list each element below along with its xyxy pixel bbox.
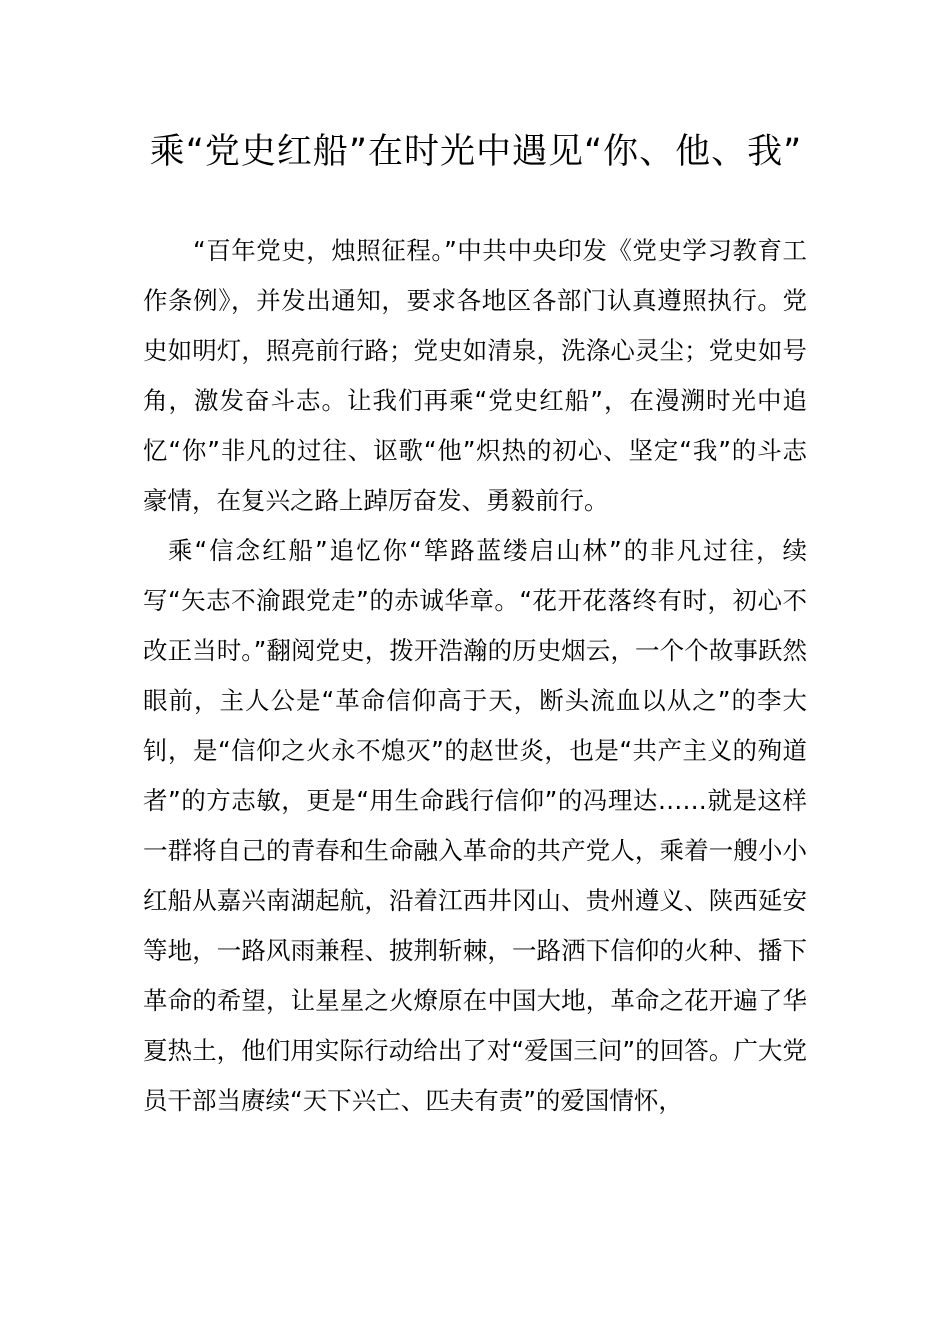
document-title: 乘“党史红船”在时光中遇见“你、他、我” bbox=[149, 132, 803, 172]
document-body bbox=[143, 226, 807, 1126]
paragraph-intro: “百年党史，烛照征程。”中共中央印发《党史学习教育工作条例》，并发出通知，要求各地区各部门认真遵照执行。党史如明灯，照亮前行路；党史如清泉，洗涤心灵尘；党史如号角，激发奋斗志。让我们再乘“党史红船”，在漫溯时光中追忆“你”非凡的过往、讴歌“他”炽热的初心、坚定“我”的斗志豪情，在复兴之路上踔厉奋发、勇毅前行。 bbox=[143, 236, 807, 515]
paragraph-belief-red-boat: 乘“信念红船”追忆你“筚路蓝缕启山林”的非凡过往，续写“矢志不渝跟党走”的赤诚华章。“花开花落终有时，初心不改正当时。”翻阅党史，拨开浩瀚的历史烟云，一个个故事跃然眼前，主人公是“革命信仰高于天，断头流血以从之”的李大钊，是“信仰之火永不熄灭”的赵世炎，也是“共产主义的殉道者”的方志敏，更是“用生命践行信仰”的冯理达……就是这样一群将自己的青春和生命融入革命的共产党人，乘着一艘小小红船从嘉兴南湖起航，沿着江西井冈山、贵州遵义、陕西延安等地，一路风雨兼程、披荆斩棘，一路洒下信仰的火种、播下革命的希望，让星星之火燎原在中国大地，革命之花开遍了华夏热土，他们用实际行动给出了对“爱国三问”的回答。广大党员干部当赓续“天下兴亡、匹夫有责”的爱国情怀， bbox=[143, 536, 807, 1115]
